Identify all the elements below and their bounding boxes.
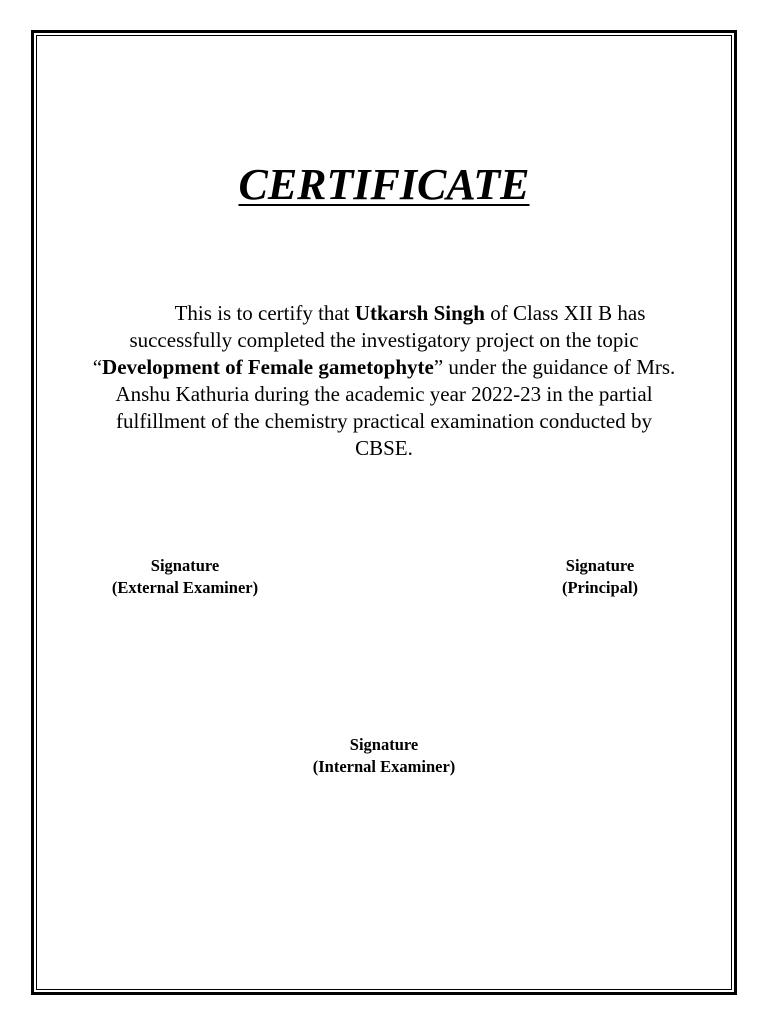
signature-internal-examiner [274, 734, 494, 778]
certificate-body [86, 300, 682, 462]
certificate-title: CERTIFICATE [238, 160, 530, 209]
signature-role: (Internal Examiner) [312, 757, 456, 776]
project-topic: Development of Female gametophyte [102, 355, 434, 379]
body-intro: This is to certify that [174, 301, 355, 325]
body-after-topic: ” under the guidance of Mrs. Anshu Kathuria during the academic year 2022-23 in the partial fulfillment of the chemistry practical examination conducted by CBSE. [115, 355, 676, 460]
signature-role: (Principal) [561, 578, 639, 597]
signature-external-examiner [80, 555, 290, 599]
signature-label: Signature [565, 556, 635, 575]
signature-label: Signature [150, 556, 220, 575]
signature-label: Signature [349, 735, 419, 754]
body-after-name: of Class XII B has successfully completed the investigatory project on the topic “ [92, 301, 646, 379]
student-name: Utkarsh Singh [354, 301, 485, 325]
signature-principal [520, 555, 680, 599]
certificate-paragraph [86, 300, 682, 462]
signature-role: (External Examiner) [111, 578, 259, 597]
